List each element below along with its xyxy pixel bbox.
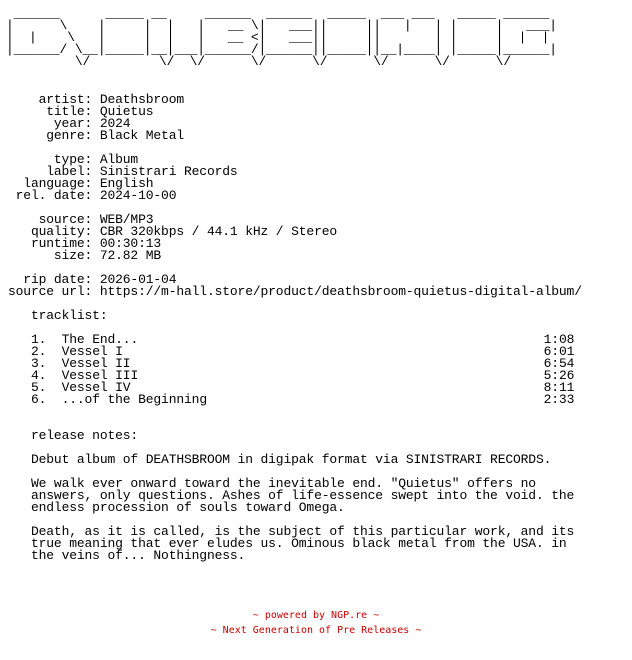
track-duration: 1:08 [543, 332, 575, 347]
info-value: CBR 320kbps / 44.1 kHz / Stereo [99, 224, 338, 239]
info-label: source: [8, 212, 93, 227]
info-label: genre: [8, 128, 93, 143]
track-title: ...of the Beginning [61, 392, 207, 407]
track-duration: 6:01 [543, 344, 575, 359]
track-number: 3. [30, 356, 47, 371]
track-duration: 6:54 [543, 356, 575, 371]
info-source-url [8, 286, 582, 298]
banner-line: ______ _____ __ ______ ______ _____ ___ ___ _____ ______ [6, 6, 550, 21]
banner-line: | \ | | | | __ \| ___|| || | | | | ___| [6, 18, 557, 33]
track-duration: 2:33 [543, 392, 575, 407]
info-label: rip date: [8, 272, 93, 287]
release-notes-line: answers, only questions. Ashes of life-essence swept into the void. the [30, 488, 575, 503]
info-size [8, 250, 582, 262]
info-label: quality: [8, 224, 93, 239]
info-label: size: [8, 248, 93, 263]
track-duration: 5:26 [543, 368, 575, 383]
release-notes [8, 454, 582, 562]
track-title: Vessel IV [61, 380, 131, 395]
track-number: 2. [30, 344, 47, 359]
info-value: English [99, 176, 154, 191]
info-value: Black Metal [99, 128, 184, 143]
track-number: 5. [30, 380, 47, 395]
info-label: year: [8, 116, 93, 131]
info-label: source url: [8, 284, 93, 299]
info-value: 2024 [99, 116, 131, 131]
info-value: 00:30:13 [99, 236, 162, 251]
info-value: 2026-01-04 [99, 272, 177, 287]
track-row [8, 394, 582, 406]
release-notes-line: true meaning that ever eludes us. Ominous black metal from the USA. in [30, 536, 567, 551]
info-value: 72.82 MB [99, 248, 162, 263]
track-number: 6. [30, 392, 47, 407]
release-notes-line: Debut album of DEATHSBROOM in digipak format via SINISTRARI RECORDS. [30, 452, 552, 467]
info-label: type: [8, 152, 93, 167]
info-value: WEB/MP3 [99, 212, 154, 227]
track-number: 4. [30, 368, 47, 383]
release-notes-line: We walk ever onward toward the inevitable end. "Quietus" offers no [30, 476, 536, 491]
info-label: rel. date: [8, 188, 93, 203]
info-label: label: [8, 164, 93, 179]
info-value: Quietus [99, 104, 154, 119]
banner-line: |______/ \__|_____|__|___|______/|______||_____||__|____| |_____|______| [6, 42, 557, 57]
banner-line: | | \ | | | | __ <| ___|| || | | | | | [6, 30, 550, 45]
footer-tagline: ~ Next Generation of Pre Releases ~ [210, 625, 422, 636]
release-notes-line: endless procession of souls toward Omega. [30, 500, 345, 515]
track-title: Vessel III [61, 368, 139, 383]
info-rel-date [8, 190, 582, 202]
release-notes-heading: release notes: [30, 428, 139, 443]
footer [0, 608, 632, 638]
tracklist [8, 334, 582, 406]
track-number: 1. [30, 332, 47, 347]
release-notes-line: Death, as it is called, is the subject of this particular work, and its [30, 524, 575, 539]
info-label: artist: [8, 92, 93, 107]
info-value: https://m-hall.store/product/deathsbroom-quietus-digital-album/ [99, 284, 582, 299]
track-title: Vessel II [61, 356, 131, 371]
footer-powered-by: ~ powered by NGP.re ~ [252, 610, 380, 621]
release-notes-line: the veins of... Nothingness. [30, 548, 246, 563]
info-genre [8, 130, 582, 142]
info-label: language: [8, 176, 93, 191]
ascii-banner [6, 8, 557, 68]
banner-line: \/ \/ \/ \/ \/ \/ \/ \/ [6, 54, 511, 69]
info-label: title: [8, 104, 93, 119]
track-title: The End... [61, 332, 139, 347]
info-value: 2024-10-00 [99, 188, 177, 203]
track-duration: 8:11 [543, 380, 575, 395]
info-label: runtime: [8, 236, 93, 251]
track-title: Vessel I [61, 344, 123, 359]
tracklist-heading: tracklist: [30, 308, 108, 323]
info-value: Deathsbroom [99, 92, 184, 107]
nfo-body [8, 94, 582, 562]
info-value: Sinistrari Records [99, 164, 238, 179]
info-value: Album [99, 152, 139, 167]
